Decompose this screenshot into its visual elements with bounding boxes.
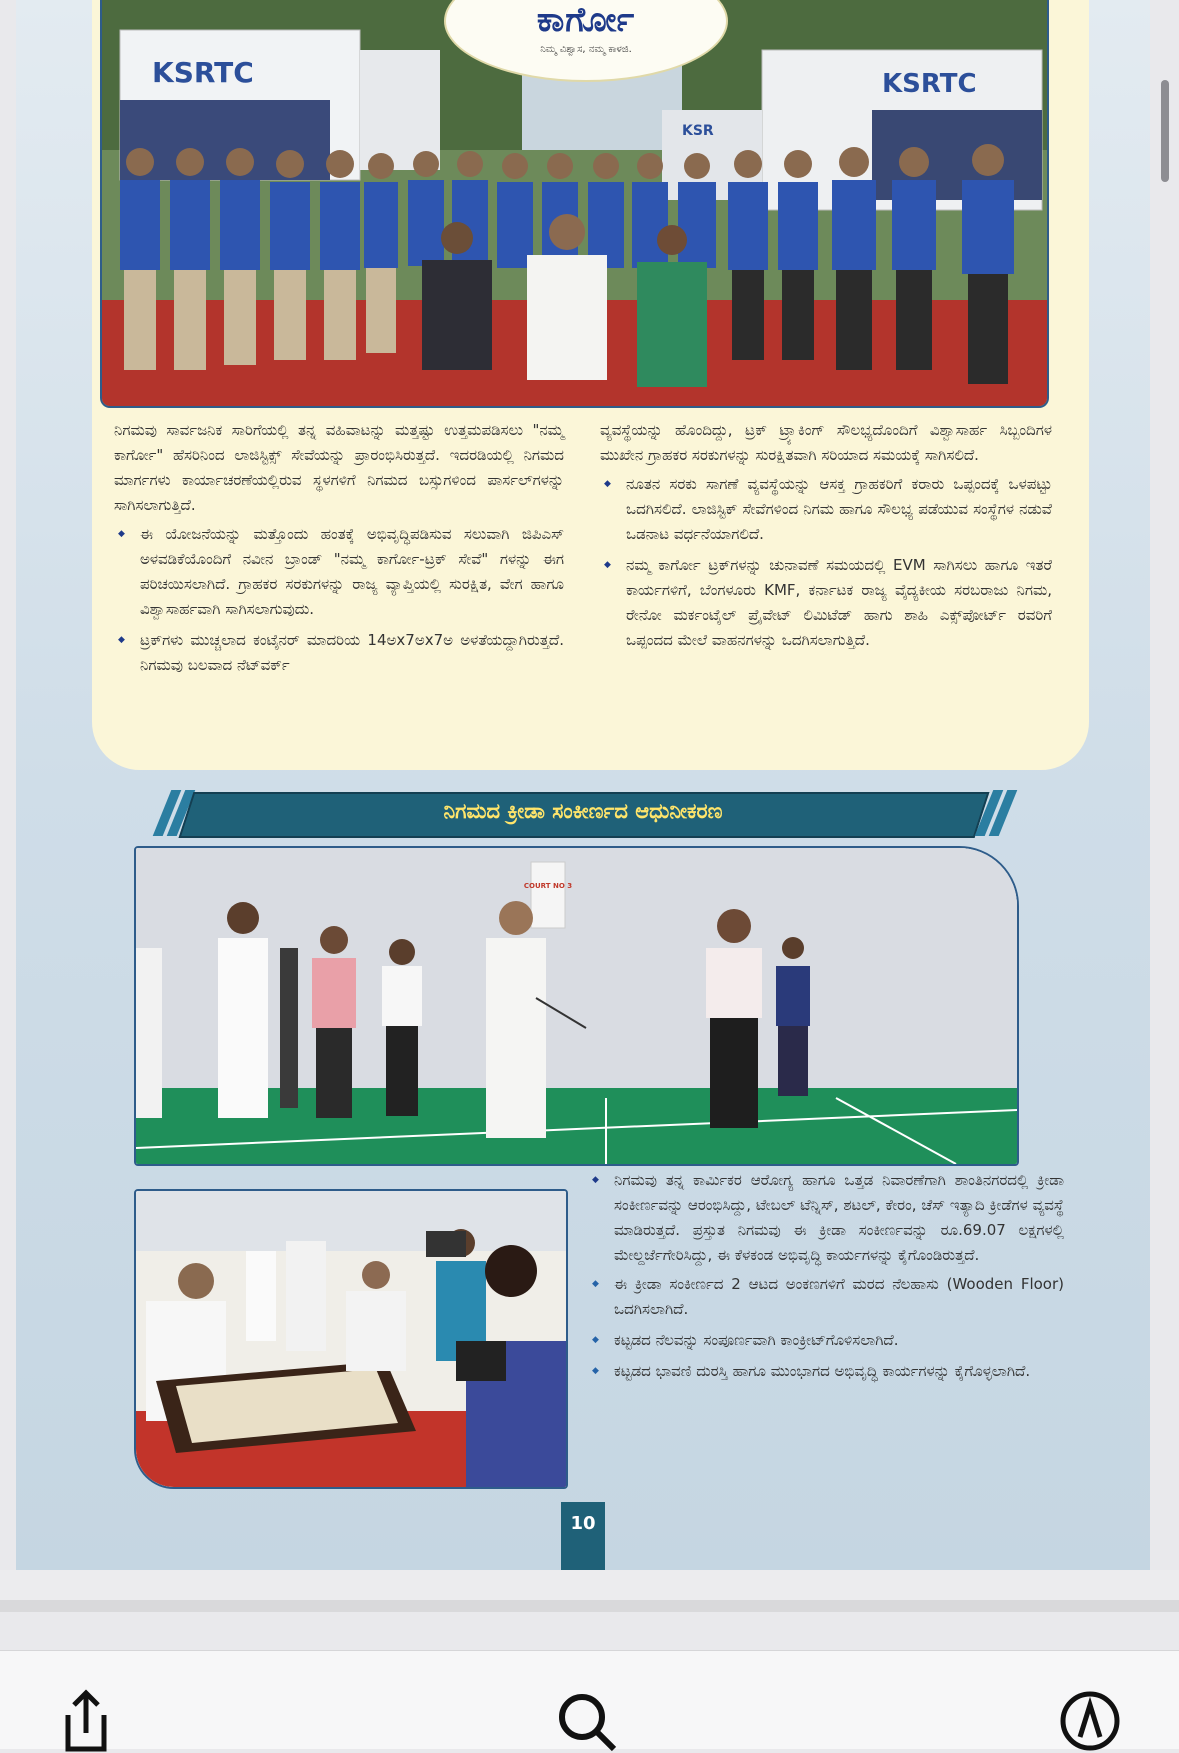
sports-bullet: ◆ ಈ ಕ್ರೀಡಾ ಸಂಕೀರ್ಣದ 2 ಆಟದ ಅಂಕಣಗಳಿಗೆ ಮರದ ನೆಲಹಾಸು (Wooden Floor) ಒದಗಿಸಲಾಗಿದೆ. <box>588 1272 1064 1322</box>
markup-icon <box>1058 1689 1122 1753</box>
cargo-logo-tagline: ನಿಮ್ಮ ವಿಶ್ವಾಸ, ನಮ್ಮ ಕಾಳಜಿ. <box>540 44 632 55</box>
cargo-left-column <box>114 418 564 684</box>
cargo-logo-title: ಕಾರ್ಗೋ <box>536 0 636 40</box>
cargo-bullet: ◆ ನಮ್ಮ ಕಾರ್ಗೋ ಟ್ರಕ್‌ಗಳನ್ನು ಚುನಾವಣೆ ಸಮಯದಲ್ಲಿ EVM ಸಾಗಿಸಲು ಹಾಗೂ ಇತರೆ ಕಾರ್ಯಗಳಿಗೆ, ಬೆಂಗಳೂರು KMF, ಕರ್ನಾಟಕ ರಾಜ್ಯ ವೈದ್ಯಕೀಯ ಸರಬರಾಜು ನಿಗಮ, ರೇನೋ ಮರ್ಕಂಟೈಲ್ ಪ್ರೈವೇಟ್ ಲಿಮಿಟೆಡ್ ಹಾಗು ಶಾಹಿ ಎಕ್ಸ್‌ಪೋರ್ಟ್ ರವರಿಗೆ ಒಪ್ಪಂದದ ಮೇಲೆ ವಾಹನಗಳನ್ನು ಒದಗಿಸಲಾಗುತ್ತಿದೆ. <box>600 553 1052 653</box>
cargo-bullet: ◆ ನೂತನ ಸರಕು ಸಾಗಣೆ ವ್ಯವಸ್ಥೆಯನ್ನು ಆಸಕ್ತ ಗ್ರಾಹಕರಿಗೆ ಕರಾರು ಒಪ್ಪಂದಕ್ಕೆ ಒಳಪಟ್ಟು ಒದಗಿಸಲಿದೆ. ಲಾಜಿಸ್ಟಿಕ್ ಸೇವೆಗಳಿಂದ ನಿಗಮ ಹಾಗೂ ಸೌಲಭ್ಯ ಪಡೆಯುವ ಸಂಸ್ಥೆಗಳ ನಡುವೆ ಒಡನಾಟ ವರ್ಧನೆಯಾಗಲಿದೆ. <box>600 472 1052 547</box>
sports-bullet: ◆ ಕಟ್ಟಡದ ಭಾವಣಿ ದುರಸ್ತಿ ಹಾಗೂ ಮುಂಭಾಗದ ಅಭಿವೃದ್ಧಿ ಕಾರ್ಯಗಳನ್ನು ಕೈಗೊಳ್ಳಲಾಗಿದೆ. <box>588 1359 1064 1384</box>
search-button[interactable] <box>554 1689 618 1749</box>
sports-section-title: ನಿಗಮದ ಕ್ರೀಡಾ ಸಂಕೀರ್ಣದ ಆಧುನೀಕರಣ <box>443 799 723 823</box>
cargo-bullet: ◆ ಈ ಯೋಜನೆಯನ್ನು ಮತ್ತೊಂದು ಹಂತಕ್ಕೆ ಅಭಿವೃದ್ಧಿಪಡಿಸುವ ಸಲುವಾಗಿ ಜಿಪಿಎಸ್ ಅಳವಡಿಕೆಯೊಂದಿಗೆ ನವೀನ ಬ್ರಾಂಡ್ "ನಮ್ಮ ಕಾರ್ಗೋ-ಟ್ರಕ್ ಸೇವೆ" ಗಳನ್ನು ಈಗ ಪರಿಚಯಿಸಲಾಗಿದೆ. ಗ್ರಾಹಕರ ಸರಕುಗಳನ್ನು ರಾಜ್ಯ ವ್ಯಾಪ್ತಿಯಲ್ಲಿ ಸುರಕ್ಷಿತ, ವೇಗ ಹಾಗೂ ವಿಶ್ವಾಸಾರ್ಹವಾಗಿ ಸಾಗಿಸಲಾಗುವುದು. <box>114 522 564 622</box>
cargo-continued-text: ವ್ಯವಸ್ಥೆಯನ್ನು ಹೊಂದಿದ್ದು, ಟ್ರಕ್ ಟ್ರ್ಯಾಕಿಂಗ್ ಸೌಲಭ್ಯದೊಂದಿಗೆ ವಿಶ್ವಾಸಾರ್ಹ ಸಿಬ್ಬಂದಿಗಳ ಮುಖೇನ ಗ್ರಾಹಕರ ಸರಕುಗಳನ್ನು ಸುರಕ್ಷಿತವಾಗಿ ಸರಿಯಾದ ಸಮಯಕ್ಕೆ ಸಾಗಿಸಲಿದೆ. <box>600 421 1052 464</box>
page-separator <box>0 1600 1179 1612</box>
sports-bullet: ◆ ಕಟ್ಟಡದ ನೆಲವನ್ನು ಸಂಪೂರ್ಣವಾಗಿ ಕಾಂಕ್ರೀಟ್‌ಗೊಳಿಸಲಾಗಿದೆ. <box>588 1328 1064 1353</box>
cargo-right-column <box>600 418 1052 659</box>
truck-sign: KSRTC <box>152 56 254 89</box>
truck-sign: KSR <box>682 123 714 139</box>
court-sign: COURT NO 3 <box>523 882 573 890</box>
page-number: 10 <box>561 1502 605 1572</box>
truck-sign: KSRTC <box>882 69 977 99</box>
cargo-bullet: ◆ ಟ್ರಕ್‌ಗಳು ಮುಚ್ಚಲಾದ ಕಂಟೈನರ್ ಮಾದರಿಯ 14ಅx7ಅx7ಅ ಅಳತೆಯದ್ದಾಗಿರುತ್ತದೆ. ನಿಗಮವು ಬಲವಾದ ನೆಟ್‌ವರ್ಕ್ <box>114 628 564 678</box>
badminton-photo <box>134 846 1019 1166</box>
sports-lead-bullet: ◆ ನಿಗಮವು ತನ್ನ ಕಾರ್ಮಿಕರ ಆರೋಗ್ಯ ಹಾಗೂ ಒತ್ತಡ ನಿವಾರಣೆಗಾಗಿ ಶಾಂತಿನಗರದಲ್ಲಿ ಕ್ರೀಡಾ ಸಂಕೀರ್ಣವನ್ನು ಆರಂಭಿಸಿದ್ದು, ಟೇಬಲ್ ಟೆನ್ನಿಸ್, ಶಟಲ್, ಕೇರಂ, ಚೆಸ್ ಇತ್ಯಾದಿ ಕ್ರೀಡೆಗಳ ವ್ಯವಸ್ಥೆ ಮಾಡಿರುತ್ತದೆ. ಪ್ರಸ್ತುತ ನಿಗಮವು ಈ ಕ್ರೀಡಾ ಸಂಕೀರ್ಣವನ್ನು ರೂ.69.07 ಲಕ್ಷಗಳಲ್ಲಿ ಮೇಲ್ದರ್ಜೆಗೇರಿಸಿದ್ದು, ಈ ಕೆಳಕಂಡ ಅಭಿವೃದ್ಧಿ ಕಾರ್ಯಗಳನ್ನು ಕೈಗೊಂಡಿರುತ್ತದೆ. <box>588 1168 1064 1268</box>
share-button[interactable] <box>54 1689 118 1749</box>
cargo-intro: ನಿಗಮವು ಸಾರ್ವಜನಿಕ ಸಾರಿಗೆಯಲ್ಲಿ ತನ್ನ ವಹಿವಾಟನ್ನು ಮತ್ತಷ್ಟು ಉತ್ತಮಪಡಿಸಲು "ನಮ್ಮ ಕಾರ್ಗೋ" ಹೆಸರಿನಿಂದ ಲಾಜಿಸ್ಟಿಕ್ಸ್ ಸೇವೆಯನ್ನು ಪ್ರಾರಂಭಿಸಿರುತ್ತದೆ. ಇದರಡಿಯಲ್ಲಿ ನಿಗಮದ ಮಾರ್ಗಗಳು ಕಾರ್ಯಾಚರಣೆಯಲ್ಲಿರುವ ಸ್ಥಳಗಳಿಗೆ ನಿಗಮದ ಬಸ್ಸುಗಳಿಂದ ಪಾರ್ಸಲ್‌ಗಳನ್ನು ಸಾಗಿಸಲಾಗುತ್ತಿದೆ. <box>114 421 564 514</box>
search-icon <box>554 1689 618 1753</box>
sports-column <box>588 1168 1064 1390</box>
markup-button[interactable] <box>1058 1689 1122 1749</box>
sports-section-banner <box>158 790 1008 836</box>
bottom-toolbar <box>0 1650 1179 1749</box>
share-icon <box>54 1689 118 1753</box>
scrollbar-thumb[interactable] <box>1161 80 1169 182</box>
carrom-photo <box>134 1189 568 1489</box>
